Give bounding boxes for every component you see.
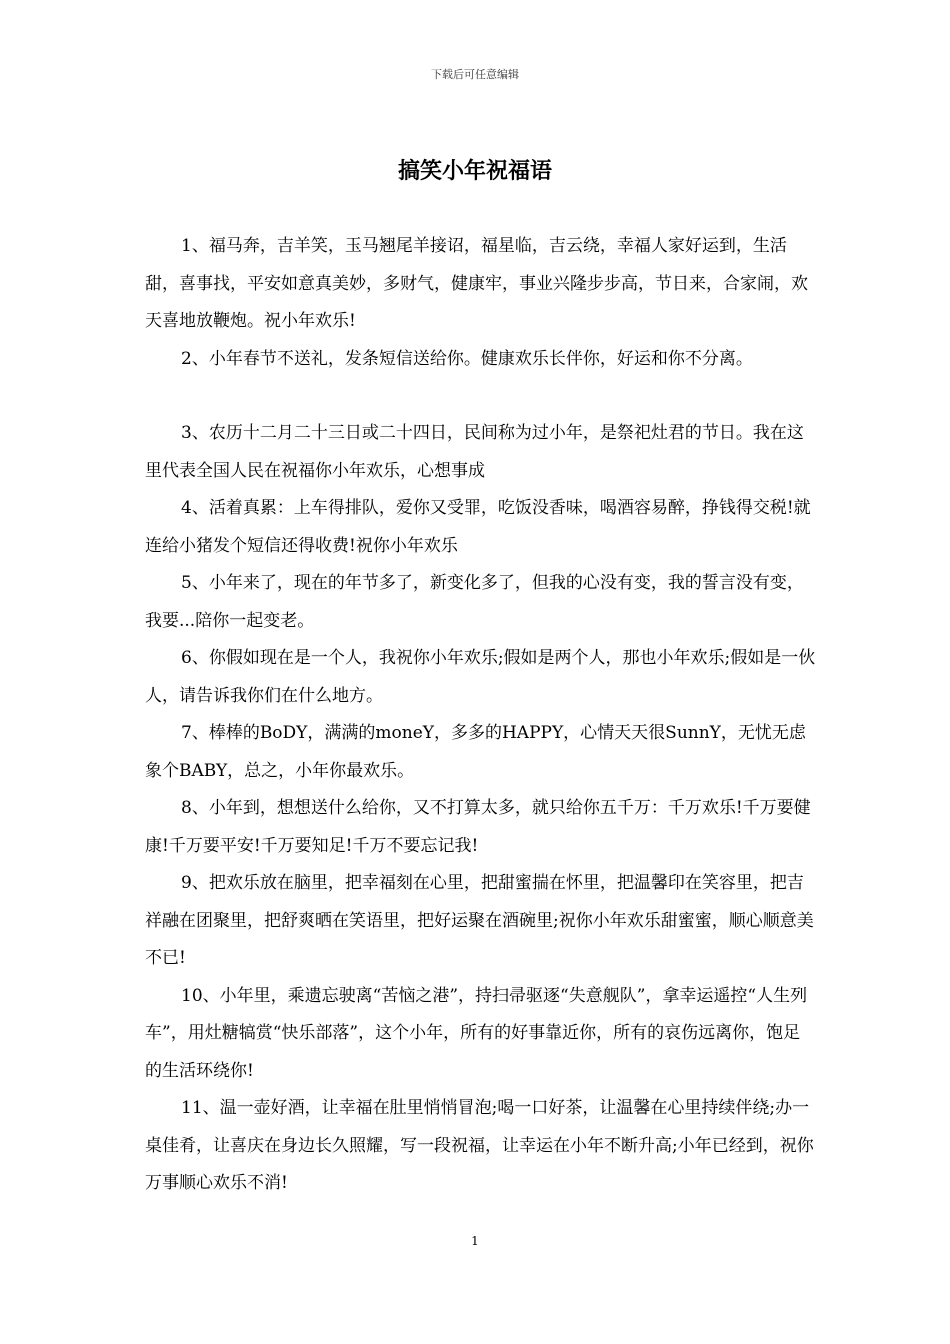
paragraph-7: 7、棒棒的BoDY，满满的moneY，多多的HAPPY，心情天天很SunnY，无忧无虑象个BABY，总之，小年你最欢乐。: [145, 723, 806, 781]
paragraph-2: 2、小年春节不送礼，发条短信送给你。健康欢乐长伴你，好运和你不分离。: [181, 348, 753, 369]
document-title: 搞笑小年祝福语: [397, 158, 552, 184]
paragraph-10: 10、小年里，乘遗忘驶离“苦恼之港”，持扫帚驱逐“失意舰队”，拿幸运遥控“人生列车”，用灶糖犒赏“快乐部落”，这个小年，所有的好事靠近你，所有的哀伤远离你，饱足的生活环绕你!: [145, 985, 808, 1081]
page-header-note: 下载后可任意编辑: [431, 68, 519, 81]
paragraph-5: 5、小年来了，现在的年节多了，新变化多了，但我的心没有变，我的誓言没有变，我要...陪你一起变老。: [145, 573, 804, 631]
paragraph-1: 1、福马奔，吉羊笑，玉马翘尾羊接诏，福星临，吉云绕，幸福人家好运到，生活甜，喜事找，平安如意真美妙，多财气，健康牢，事业兴隆步步高，节日来，合家闹，欢天喜地放鞭炮。祝小年欢乐!: [145, 236, 808, 331]
document-body: [145, 228, 817, 1203]
paragraph-9: 9、把欢乐放在脑里，把幸福刻在心里，把甜蜜揣在怀里，把温馨印在笑容里，把吉祥融在团聚里，把舒爽晒在笑语里，把好运聚在酒碗里;祝你小年欢乐甜蜜蜜，顺心顺意美不已!: [145, 873, 814, 968]
paragraph-11: 11、温一壶好酒，让幸福在肚里悄悄冒泡;喝一口好茶，让温馨在心里持续伴绕;办一桌佳肴，让喜庆在身边长久照耀，写一段祝福，让幸运在小年不断升高;小年已经到，祝你万事顺心欢乐不消!: [145, 1098, 814, 1193]
paragraph-4: 4、活着真累：上车得排队，爱你又受罪，吃饭没香味，喝酒容易醉，挣钱得交税!就连给小猪发个短信还得收费!祝你小年欢乐: [145, 498, 811, 556]
paragraph-6: 6、你假如现在是一个人，我祝你小年欢乐;假如是两个人，那也小年欢乐;假如是一伙人，请告诉我你们在什么地方。: [145, 648, 816, 706]
paragraph-8: 8、小年到，想想送什么给你，又不打算太多，就只给你五千万：千万欢乐!千万要健康!千万要平安!千万要知足!千万不要忘记我!: [145, 798, 811, 856]
paragraph-3: 3、农历十二月二十三日或二十四日，民间称为过小年，是祭祀灶君的节日。我在这里代表全国人民在祝福你小年欢乐，心想事成: [145, 423, 804, 481]
page-number: 1: [471, 1234, 479, 1248]
